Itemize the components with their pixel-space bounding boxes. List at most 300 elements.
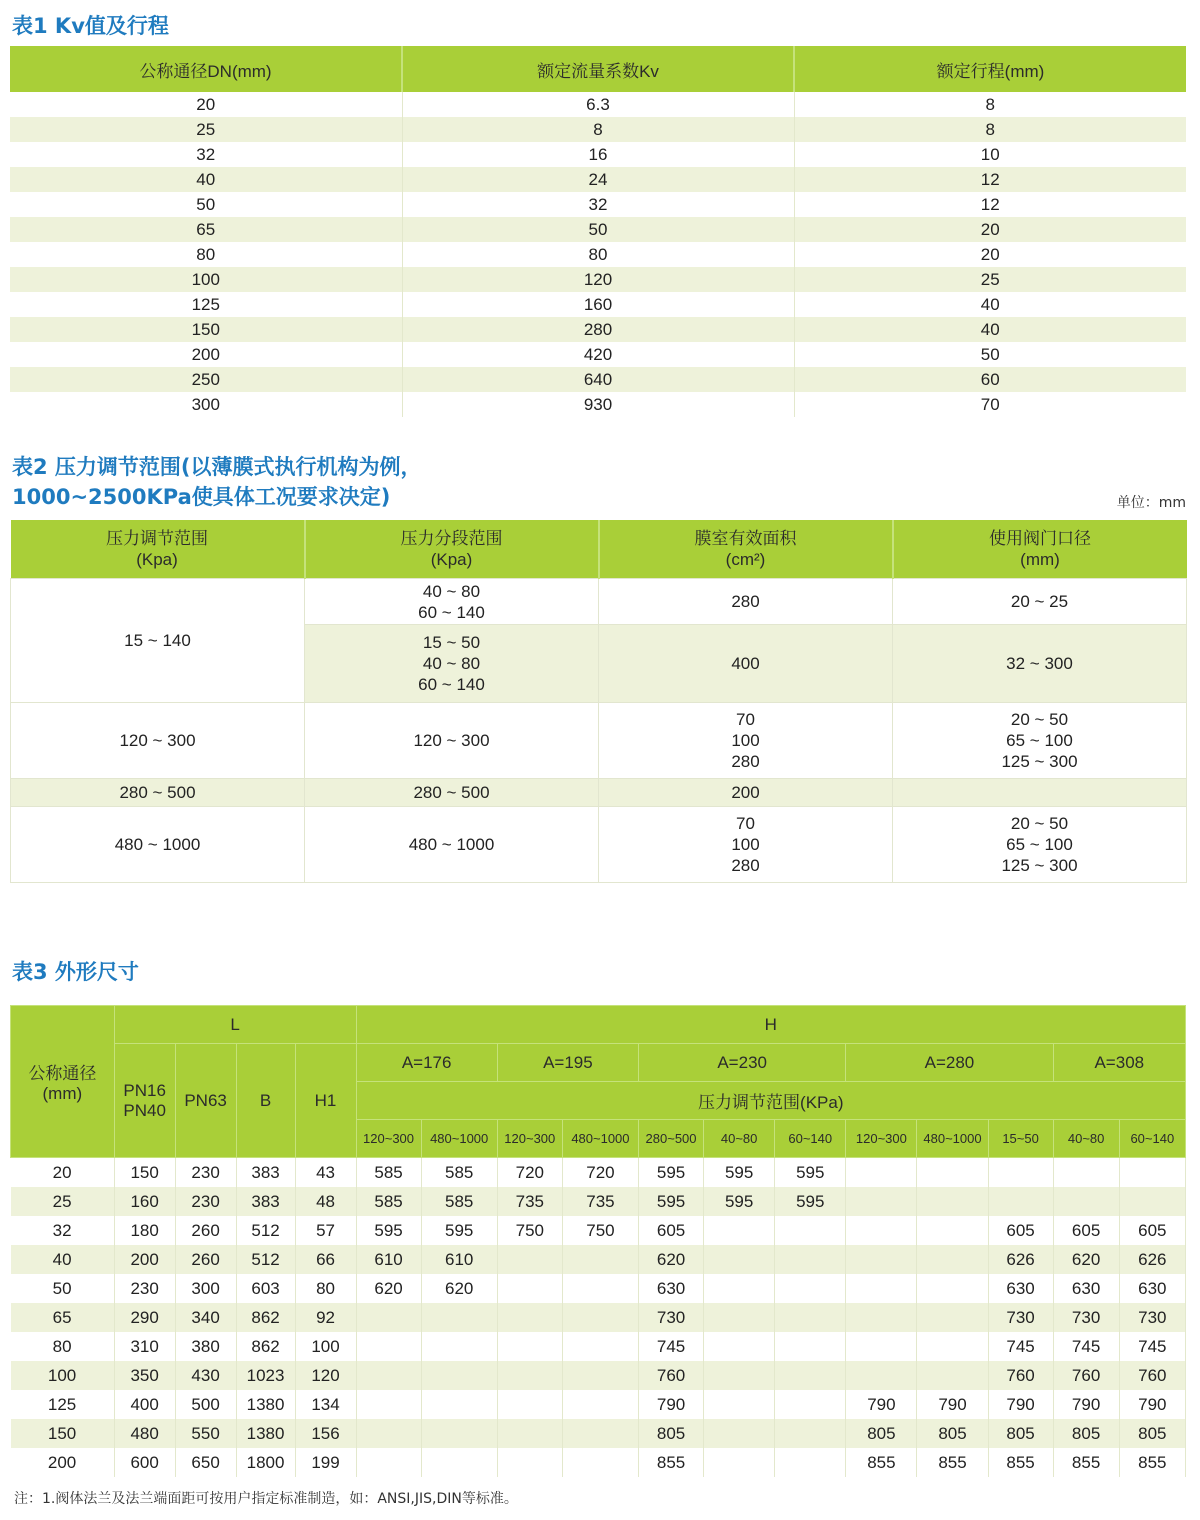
header-subrange: 120~300	[846, 1120, 917, 1158]
table-cell	[775, 1274, 846, 1303]
table-cell	[497, 1274, 562, 1303]
table-cell	[704, 1274, 775, 1303]
table-cell: 735	[497, 1187, 562, 1216]
header-pressure-segment: 压力分段范围 (Kpa)	[305, 520, 599, 579]
table-cell: 180	[114, 1216, 175, 1245]
table-cell: 760	[1119, 1361, 1185, 1390]
cell-diameter	[893, 779, 1187, 807]
table-cell: 420	[402, 342, 794, 367]
table-cell	[562, 1419, 638, 1448]
table-cell: 855	[1119, 1448, 1185, 1477]
table-row	[10, 267, 1186, 292]
table-cell: 790	[988, 1390, 1053, 1419]
table-cell: 80	[11, 1332, 115, 1361]
table-cell: 383	[236, 1158, 295, 1188]
table-cell: 735	[562, 1187, 638, 1216]
table-cell: 25	[794, 267, 1186, 292]
table-cell: 290	[114, 1303, 175, 1332]
table-cell: 120	[402, 267, 794, 292]
table-cell	[846, 1187, 917, 1216]
table-row	[10, 367, 1186, 392]
header-B: B	[236, 1044, 295, 1158]
table-cell	[356, 1303, 421, 1332]
table-cell	[1119, 1158, 1185, 1188]
table-cell: 300	[175, 1274, 236, 1303]
table-cell: 630	[1119, 1274, 1185, 1303]
table-cell	[562, 1361, 638, 1390]
table-cell	[421, 1303, 497, 1332]
table-cell	[421, 1419, 497, 1448]
table-cell: 585	[356, 1158, 421, 1188]
table-cell: 1380	[236, 1419, 295, 1448]
table-cell: 595	[704, 1187, 775, 1216]
table-cell: 383	[236, 1187, 295, 1216]
table-cell	[846, 1158, 917, 1188]
header-pressure-range: 压力调节范围(KPa)	[356, 1082, 1185, 1120]
cell-diameter: 20 ~ 25	[893, 579, 1187, 625]
table-cell	[562, 1303, 638, 1332]
table-cell: 730	[1119, 1303, 1185, 1332]
cell-segment: 280 ~ 500	[305, 779, 599, 807]
table-cell: 620	[356, 1274, 421, 1303]
cell-segment: 480 ~ 1000	[305, 807, 599, 883]
table-cell: 805	[1053, 1419, 1119, 1448]
table-row	[11, 1158, 1186, 1188]
table-row	[11, 1332, 1186, 1361]
table-cell: 25	[11, 1187, 115, 1216]
table-cell	[704, 1390, 775, 1419]
table-cell	[497, 1390, 562, 1419]
table-cell	[356, 1390, 421, 1419]
table-cell: 605	[1053, 1216, 1119, 1245]
table-cell: 230	[175, 1187, 236, 1216]
table-cell: 92	[295, 1303, 356, 1332]
table-cell: 400	[114, 1390, 175, 1419]
table-cell	[562, 1390, 638, 1419]
table-cell	[562, 1448, 638, 1477]
table-cell	[775, 1245, 846, 1274]
header-subrange: 480~1000	[562, 1120, 638, 1158]
kv-table-body	[10, 92, 1186, 417]
table-cell: 8	[402, 117, 794, 142]
header-kv: 额定流量系数Kv	[402, 46, 794, 92]
table-cell: 24	[402, 167, 794, 192]
table-cell	[497, 1361, 562, 1390]
table1-title: 表1 Kv值及行程	[12, 14, 169, 38]
table-cell	[917, 1216, 988, 1245]
table-cell	[917, 1245, 988, 1274]
cell-range: 480 ~ 1000	[11, 807, 305, 883]
table-cell	[562, 1274, 638, 1303]
table-cell: 855	[1053, 1448, 1119, 1477]
table-cell	[775, 1216, 846, 1245]
table-cell: 12	[794, 192, 1186, 217]
table-cell: 20	[794, 242, 1186, 267]
table-cell: 260	[175, 1216, 236, 1245]
table-cell: 805	[846, 1419, 917, 1448]
table-cell: 200	[11, 1448, 115, 1477]
table-row	[10, 317, 1186, 342]
table-cell: 760	[639, 1361, 704, 1390]
table-cell	[704, 1216, 775, 1245]
table-cell: 790	[1119, 1390, 1185, 1419]
table-cell	[497, 1303, 562, 1332]
table-cell	[562, 1245, 638, 1274]
header-a230: A=230	[639, 1044, 846, 1082]
table-cell: 100	[11, 1361, 115, 1390]
table-cell: 160	[402, 292, 794, 317]
table-cell: 500	[175, 1390, 236, 1419]
table-cell	[497, 1332, 562, 1361]
table-cell: 760	[1053, 1361, 1119, 1390]
kv-table	[10, 46, 1186, 417]
table-cell: 230	[114, 1274, 175, 1303]
table-cell	[917, 1303, 988, 1332]
table-row	[10, 142, 1186, 167]
cell-area: 400	[599, 625, 893, 703]
table-cell: 350	[114, 1361, 175, 1390]
footnote: 注：1.阀体法兰及法兰端面距可按用户指定标准制造，如：ANSI,JIS,DIN等标准。	[14, 1491, 518, 1507]
table-cell: 595	[639, 1187, 704, 1216]
table-cell: 595	[356, 1216, 421, 1245]
table-cell	[775, 1303, 846, 1332]
table-cell: 605	[1119, 1216, 1185, 1245]
table-cell: 8	[794, 117, 1186, 142]
table-cell	[846, 1303, 917, 1332]
table-cell: 48	[295, 1187, 356, 1216]
table-cell: 595	[704, 1158, 775, 1188]
table-cell: 20	[10, 92, 402, 117]
table-cell: 855	[917, 1448, 988, 1477]
header-subrange: 480~1000	[917, 1120, 988, 1158]
table-cell: 120	[295, 1361, 356, 1390]
table-cell: 57	[295, 1216, 356, 1245]
cell-area: 200	[599, 779, 893, 807]
table-cell	[704, 1419, 775, 1448]
dimension-table	[10, 1005, 1186, 1477]
table-cell: 65	[10, 217, 402, 242]
table-cell: 745	[639, 1332, 704, 1361]
table-cell: 620	[639, 1245, 704, 1274]
table-cell: 862	[236, 1303, 295, 1332]
table-cell	[775, 1332, 846, 1361]
table-cell: 80	[402, 242, 794, 267]
cell-area: 70 100 280	[599, 807, 893, 883]
table-cell	[562, 1332, 638, 1361]
table2-title-line2: 1000~2500KPa使具体工况要求决定)	[12, 485, 391, 509]
table-cell: 6.3	[402, 92, 794, 117]
table-cell: 310	[114, 1332, 175, 1361]
table-cell: 280	[402, 317, 794, 342]
table-cell: 930	[402, 392, 794, 417]
table-cell: 200	[10, 342, 402, 367]
table-cell: 40	[794, 317, 1186, 342]
table-row	[10, 292, 1186, 317]
table-cell	[356, 1332, 421, 1361]
cell-area: 70 100 280	[599, 703, 893, 779]
table-cell	[356, 1448, 421, 1477]
table-cell: 595	[421, 1216, 497, 1245]
table-row	[11, 1419, 1186, 1448]
table-row	[11, 1361, 1186, 1390]
table-cell: 156	[295, 1419, 356, 1448]
table-cell	[497, 1419, 562, 1448]
table-cell: 300	[10, 392, 402, 417]
table-cell: 100	[295, 1332, 356, 1361]
table-cell: 134	[295, 1390, 356, 1419]
table-cell: 150	[11, 1419, 115, 1448]
table-row	[11, 1390, 1186, 1419]
table-cell: 40	[794, 292, 1186, 317]
table-cell: 790	[917, 1390, 988, 1419]
cell-segment: 40 ~ 80 60 ~ 140	[305, 579, 599, 625]
table-cell: 745	[1119, 1332, 1185, 1361]
table-cell: 750	[497, 1216, 562, 1245]
table-cell: 66	[295, 1245, 356, 1274]
table-cell	[704, 1303, 775, 1332]
table-cell: 745	[988, 1332, 1053, 1361]
table-cell	[917, 1187, 988, 1216]
table-cell: 50	[10, 192, 402, 217]
header-subrange: 60~140	[775, 1120, 846, 1158]
pressure-table	[10, 520, 1187, 883]
table-cell	[775, 1419, 846, 1448]
table-cell: 600	[114, 1448, 175, 1477]
table-cell: 125	[11, 1390, 115, 1419]
header-L: L	[114, 1006, 356, 1044]
table-cell: 805	[917, 1419, 988, 1448]
table-cell: 605	[988, 1216, 1053, 1245]
table-cell: 150	[10, 317, 402, 342]
table-cell: 595	[775, 1187, 846, 1216]
cell-diameter: 20 ~ 50 65 ~ 100 125 ~ 300	[893, 807, 1187, 883]
table-cell	[704, 1245, 775, 1274]
table-cell: 20	[794, 217, 1186, 242]
cell-segment: 15 ~ 50 40 ~ 80 60 ~ 140	[305, 625, 599, 703]
header-subrange: 480~1000	[421, 1120, 497, 1158]
table-cell: 80	[295, 1274, 356, 1303]
table-cell: 200	[114, 1245, 175, 1274]
table-cell: 760	[988, 1361, 1053, 1390]
header-subrange: 40~80	[1053, 1120, 1119, 1158]
table-cell: 260	[175, 1245, 236, 1274]
table-row	[11, 1303, 1186, 1332]
table-cell: 50	[402, 217, 794, 242]
table-cell: 20	[11, 1158, 115, 1188]
table-cell: 730	[1053, 1303, 1119, 1332]
header-diaphragm-area: 膜室有效面积 (cm²)	[599, 520, 893, 579]
table-cell: 595	[775, 1158, 846, 1188]
table-cell: 720	[562, 1158, 638, 1188]
table-cell	[704, 1332, 775, 1361]
table-cell: 805	[1119, 1419, 1185, 1448]
table-cell: 380	[175, 1332, 236, 1361]
header-a280: A=280	[846, 1044, 1053, 1082]
table-cell: 32	[402, 192, 794, 217]
table-row	[10, 242, 1186, 267]
header-subrange: 120~300	[356, 1120, 421, 1158]
header-pn63: PN63	[175, 1044, 236, 1158]
table-row	[11, 1216, 1186, 1245]
table-cell	[775, 1448, 846, 1477]
header-subrange: 15~50	[988, 1120, 1053, 1158]
table-cell	[497, 1245, 562, 1274]
header-subrange: 40~80	[704, 1120, 775, 1158]
table-cell: 480	[114, 1419, 175, 1448]
header-a308: A=308	[1053, 1044, 1185, 1082]
table-cell: 630	[639, 1274, 704, 1303]
table-cell	[421, 1361, 497, 1390]
table-cell	[846, 1274, 917, 1303]
table-cell	[1053, 1158, 1119, 1188]
cell-range: 15 ~ 140	[11, 579, 305, 703]
table-cell	[421, 1390, 497, 1419]
table-row	[10, 342, 1186, 367]
table-row	[10, 217, 1186, 242]
table-cell: 50	[794, 342, 1186, 367]
header-valve-diameter: 使用阀门口径 (mm)	[893, 520, 1187, 579]
table-cell: 605	[639, 1216, 704, 1245]
table-cell	[846, 1361, 917, 1390]
table-cell	[988, 1158, 1053, 1188]
table-cell: 550	[175, 1419, 236, 1448]
header-subrange: 60~140	[1119, 1120, 1185, 1158]
table-cell: 512	[236, 1216, 295, 1245]
table-cell: 8	[794, 92, 1186, 117]
table-cell: 512	[236, 1245, 295, 1274]
table-row	[11, 1245, 1186, 1274]
table-cell	[421, 1448, 497, 1477]
table-cell	[846, 1245, 917, 1274]
table-cell: 750	[562, 1216, 638, 1245]
table-cell: 160	[114, 1187, 175, 1216]
table-row	[10, 167, 1186, 192]
table-cell: 790	[1053, 1390, 1119, 1419]
header-subrange: 120~300	[497, 1120, 562, 1158]
table-cell: 730	[639, 1303, 704, 1332]
unit-label: 单位：mm	[1116, 495, 1186, 511]
cell-diameter: 20 ~ 50 65 ~ 100 125 ~ 300	[893, 703, 1187, 779]
table-row	[10, 392, 1186, 417]
table-cell: 855	[846, 1448, 917, 1477]
header-pn16-pn40: PN16 PN40	[114, 1044, 175, 1158]
table-cell: 862	[236, 1332, 295, 1361]
table-cell	[775, 1390, 846, 1419]
table-cell: 730	[988, 1303, 1053, 1332]
header-pressure-range: 压力调节范围 (Kpa)	[11, 520, 305, 579]
table-cell: 25	[10, 117, 402, 142]
table-row	[11, 1448, 1186, 1477]
table-cell: 585	[421, 1187, 497, 1216]
table-cell: 32	[11, 1216, 115, 1245]
table-cell: 1380	[236, 1390, 295, 1419]
table3-title: 表3 外形尺寸	[12, 960, 139, 984]
table-cell: 855	[988, 1448, 1053, 1477]
dimension-table-body	[11, 1158, 1186, 1478]
header-stroke: 额定行程(mm)	[794, 46, 1186, 92]
table-cell: 430	[175, 1361, 236, 1390]
table-cell	[356, 1419, 421, 1448]
table-cell: 610	[421, 1245, 497, 1274]
table-cell: 50	[11, 1274, 115, 1303]
cell-range: 280 ~ 500	[11, 779, 305, 807]
header-dn: 公称通径 (mm)	[11, 1006, 115, 1158]
table-cell: 620	[1053, 1245, 1119, 1274]
table-cell: 125	[10, 292, 402, 317]
table-cell: 150	[114, 1158, 175, 1188]
table-cell: 585	[421, 1158, 497, 1188]
table-row	[11, 1274, 1186, 1303]
table-cell: 32	[10, 142, 402, 167]
table-cell	[704, 1448, 775, 1477]
table-cell: 230	[175, 1158, 236, 1188]
table-cell: 720	[497, 1158, 562, 1188]
table-cell: 199	[295, 1448, 356, 1477]
table-cell: 65	[11, 1303, 115, 1332]
table-cell: 1023	[236, 1361, 295, 1390]
table-cell: 1800	[236, 1448, 295, 1477]
cell-segment: 120 ~ 300	[305, 703, 599, 779]
table-cell: 60	[794, 367, 1186, 392]
table-cell: 340	[175, 1303, 236, 1332]
table-cell	[497, 1448, 562, 1477]
table-cell	[846, 1216, 917, 1245]
table-cell: 640	[402, 367, 794, 392]
table-cell: 595	[639, 1158, 704, 1188]
table-cell: 40	[11, 1245, 115, 1274]
table-row	[10, 192, 1186, 217]
header-H1: H1	[295, 1044, 356, 1158]
table-cell	[356, 1361, 421, 1390]
table-cell: 790	[639, 1390, 704, 1419]
table-cell: 630	[988, 1274, 1053, 1303]
table-cell: 40	[10, 167, 402, 192]
table-cell	[421, 1332, 497, 1361]
cell-diameter: 32 ~ 300	[893, 625, 1187, 703]
header-a176: A=176	[356, 1044, 497, 1082]
table-cell	[917, 1332, 988, 1361]
table-cell: 805	[988, 1419, 1053, 1448]
table-cell: 43	[295, 1158, 356, 1188]
table-cell: 12	[794, 167, 1186, 192]
table-cell	[846, 1332, 917, 1361]
cell-area: 280	[599, 579, 893, 625]
table-cell: 620	[421, 1274, 497, 1303]
table-cell: 630	[1053, 1274, 1119, 1303]
table-cell	[917, 1274, 988, 1303]
table-cell: 250	[10, 367, 402, 392]
table-cell: 626	[988, 1245, 1053, 1274]
table-cell: 855	[639, 1448, 704, 1477]
table-row	[10, 117, 1186, 142]
cell-range: 120 ~ 300	[11, 703, 305, 779]
table-cell: 626	[1119, 1245, 1185, 1274]
table-cell: 80	[10, 242, 402, 267]
table-cell: 16	[402, 142, 794, 167]
table-cell: 805	[639, 1419, 704, 1448]
header-H: H	[356, 1006, 1185, 1044]
header-a195: A=195	[497, 1044, 638, 1082]
table-cell	[1119, 1187, 1185, 1216]
table-cell	[988, 1187, 1053, 1216]
table-cell	[917, 1361, 988, 1390]
table-cell	[775, 1361, 846, 1390]
table-cell: 585	[356, 1187, 421, 1216]
table-row	[11, 1187, 1186, 1216]
table-cell	[917, 1158, 988, 1188]
table-cell: 650	[175, 1448, 236, 1477]
table-cell: 70	[794, 392, 1186, 417]
